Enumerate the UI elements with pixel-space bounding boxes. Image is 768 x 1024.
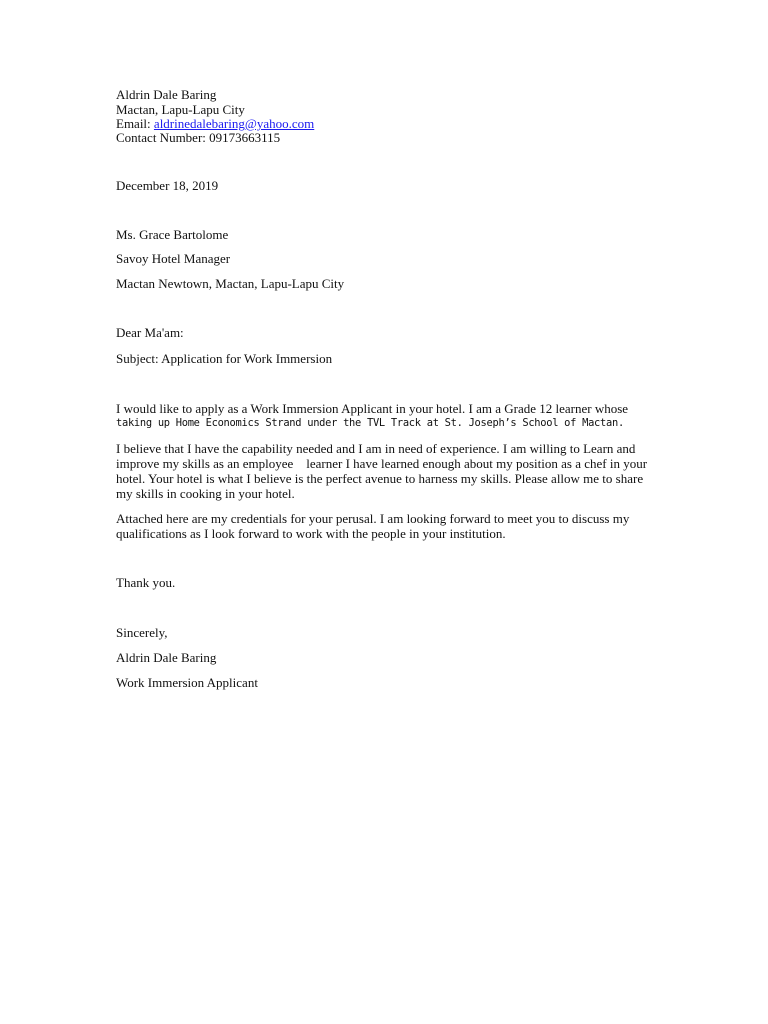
body-p3-line2: qualifications as I look forward to work with the people in your institution. xyxy=(116,526,506,541)
body-p3-line1: Attached here are my credentials for your perusal. I am looking forward to meet you to discuss my xyxy=(116,511,630,526)
signature-name: Aldrin Dale Baring xyxy=(116,650,217,665)
sender-name: Aldrin Dale Baring xyxy=(116,87,217,102)
body-p2-line4: my skills in cooking in your hotel. xyxy=(116,486,295,501)
signature-title: Work Immersion Applicant xyxy=(116,675,258,690)
closing: Sincerely, xyxy=(116,625,168,640)
recipient-name: Ms. Grace Bartolome xyxy=(116,227,229,242)
body-p2-line2: improve my skills as an employee learner I have learned enough about my position as a chef in your xyxy=(116,456,648,471)
email-label: Email: xyxy=(116,116,154,131)
sender-address: Mactan, Lapu-Lapu City xyxy=(116,102,245,117)
body-p1-line2: taking up Home Economics Strand under the TVL Track at St. Joseph’s School of Mactan. xyxy=(116,417,624,429)
letter-date: December 18, 2019 xyxy=(116,178,219,193)
body-p2-line1: I believe that I have the capability needed and I am in need of experience. I am willing to Learn and xyxy=(116,441,636,456)
salutation: Dear Ma'am: xyxy=(116,325,184,340)
recipient-address: Mactan Newtown, Mactan, Lapu-Lapu City xyxy=(116,276,345,291)
thanks-line: Thank you. xyxy=(116,575,176,590)
sender-email-line xyxy=(116,116,314,131)
email-link[interactable]: aldrinedalebaring@yahoo.com xyxy=(153,116,315,131)
sender-contact: Contact Number: 09173663115 xyxy=(116,130,281,145)
recipient-title: Savoy Hotel Manager xyxy=(116,251,231,266)
subject-line: Subject: Application for Work Immersion xyxy=(116,351,333,366)
body-p2-line3: hotel. Your hotel is what I believe is the perfect avenue to harness my skills. Please allow me to share xyxy=(116,471,644,486)
body-p1-line1: I would like to apply as a Work Immersion Applicant in your hotel. I am a Grade 12 learner whose xyxy=(116,401,629,416)
